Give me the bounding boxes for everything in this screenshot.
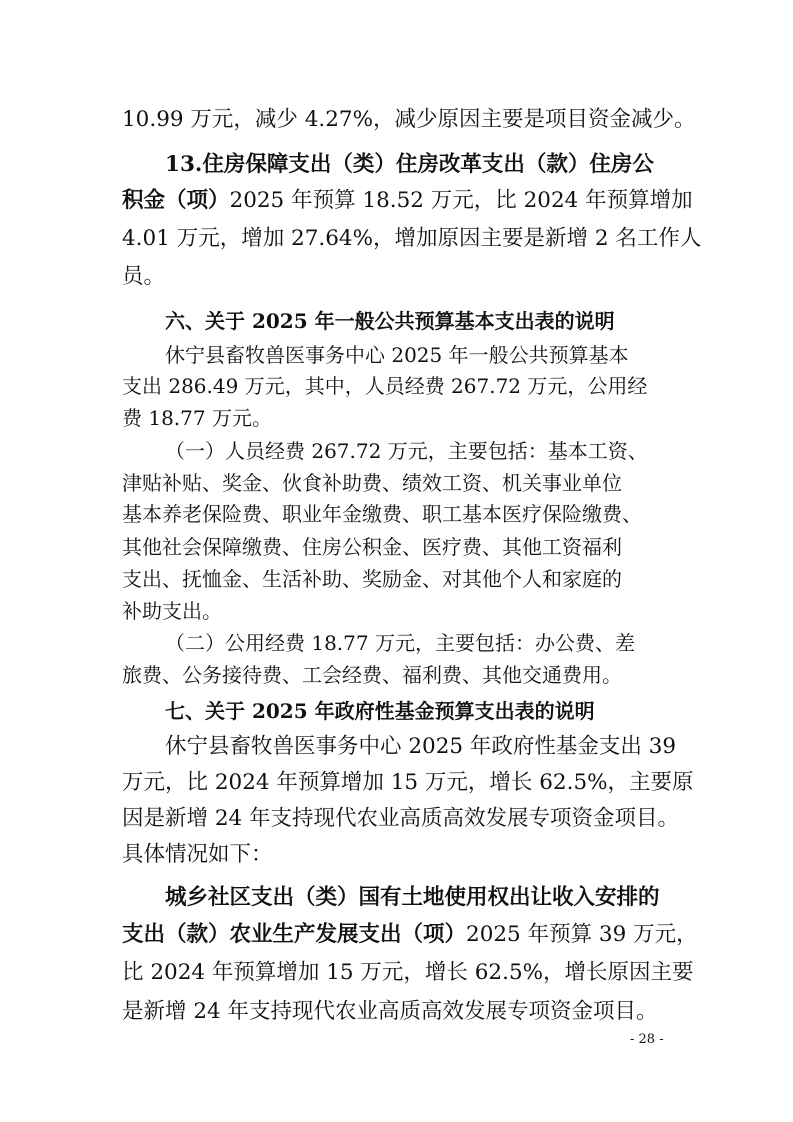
fund-item-line: 比 2024 年预算增加 15 万元，增长 62.5%，增长原因主要 <box>122 960 694 985</box>
fund-item-line <box>122 921 698 949</box>
fund-item-line: 是新增 24 年支持现代农业高质高效发展专项资金项目。 <box>122 999 658 1024</box>
section-7-heading: 七、关于 2025 年政府性基金预算支出表的说明 <box>165 699 595 723</box>
section-7-line: 万元，比 2024 年预算增加 15 万元，增长 62.5%，主要原 <box>122 770 694 795</box>
section-7-line: 具体情况如下： <box>122 842 273 867</box>
item-13-heading-line <box>165 151 654 179</box>
section-7-line: 休宁县畜牧兽医事务中心 2025 年政府性基金支出 39 <box>165 734 677 759</box>
personnel-expense-line: 其他社会保障缴费、住房公积金、医疗费、其他工资福利 <box>122 535 622 559</box>
item-13-title: 13.住房保障支出（类）住房改革支出（款）住房公 <box>165 152 654 177</box>
personnel-expense-line: 基本养老保险费、职业年金缴费、职工基本医疗保险缴费、 <box>122 502 642 526</box>
item-13-line: 员。 <box>122 264 166 289</box>
section-6-line: 费 18.77 万元。 <box>122 406 272 430</box>
personnel-expense-line: 支出、抚恤金、生活补助、奖励金、对其他个人和家庭的 <box>122 567 622 591</box>
personnel-expense-line: （一）人员经费 267.72 万元，主要包括：基本工资、 <box>165 439 648 463</box>
page-number: - 28 - <box>630 1032 664 1047</box>
section-7-line: 因是新增 24 年支持现代农业高质高效发展专项资金项目。 <box>122 806 680 831</box>
fund-item-heading-line <box>165 884 660 912</box>
personnel-expense-line: 补助支出。 <box>122 599 222 623</box>
fund-item-text: 2025 年预算 39 万元， <box>466 922 698 947</box>
section-6-line: 休宁县畜牧兽医事务中心 2025 年一般公共预算基本 <box>165 343 629 367</box>
item-13-line: 4.01 万元，增加 27.64%，增加原因主要是新增 2 名工作人 <box>122 226 702 251</box>
public-expense-line: 旅费、公务接待费、工会经费、福利费、其他交通费用。 <box>122 663 622 687</box>
personnel-expense-line: 津贴补贴、奖金、伙食补助费、绩效工资、机关事业单位 <box>122 471 622 495</box>
public-expense-line: （二）公用经费 18.77 万元，主要包括：办公费、差 <box>165 631 635 655</box>
fund-item-title-end: 支出（款）农业生产发展支出（项） <box>122 922 467 947</box>
item-13-line <box>122 187 693 215</box>
item-13-title-end: 积金（项） <box>122 188 230 213</box>
paragraph-line: 10.99 万元，减少 4.27%，减少原因主要是项目资金减少。 <box>122 107 696 132</box>
fund-item-title: 城乡社区支出（类）国有土地使用权出让收入安排的 <box>165 885 660 910</box>
section-6-line: 支出 286.49 万元，其中，人员经费 267.72 万元，公用经 <box>122 374 648 398</box>
section-6-heading: 六、关于 2025 年一般公共预算基本支出表的说明 <box>165 309 615 333</box>
item-13-text: 2025 年预算 18.52 万元，比 2024 年预算增加 <box>229 188 693 213</box>
